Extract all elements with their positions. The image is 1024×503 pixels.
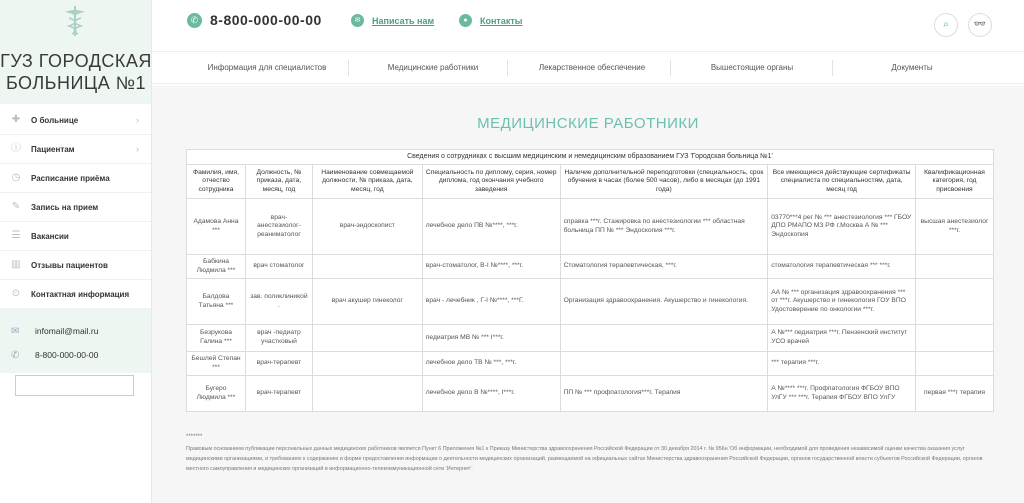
sidebar-search-input[interactable] <box>15 375 134 396</box>
table-cell: лечебное дело ТВ № ***, ***г. <box>422 352 560 376</box>
table-cell: врач-терапевт <box>245 376 312 412</box>
legal-footnote <box>186 432 998 474</box>
table-row <box>187 255 994 279</box>
table-cell: зав. поликлиникой . <box>245 279 312 325</box>
table-cell <box>560 325 768 352</box>
header <box>152 0 1024 44</box>
search-button[interactable] <box>934 13 958 37</box>
brand-title-line1: ГУЗ ГОРОДСКАЯ <box>0 51 152 71</box>
tab-documents[interactable]: Документы <box>891 63 933 72</box>
location-icon: ⊙ <box>11 288 21 299</box>
sidebar-item-schedule[interactable] <box>0 164 151 193</box>
sidebar-item-label: Запись на прием <box>31 202 99 212</box>
sidebar-phone: 8-800-000-00-00 <box>35 350 99 360</box>
table-cell: Адамова Анна *** <box>187 199 246 255</box>
chevron-right-icon: › <box>136 115 139 125</box>
table-cell <box>915 352 993 376</box>
sidebar-item-label: Пациентам <box>31 144 75 154</box>
table-cell <box>915 255 993 279</box>
sidebar-email-row[interactable] <box>0 319 151 343</box>
nav-divider <box>507 60 508 76</box>
book-icon: ▥ <box>11 259 21 270</box>
sidebar-item-label: Расписание приёма <box>31 173 110 183</box>
tab-authorities[interactable]: Вышестоящие органы <box>710 63 794 72</box>
table-cell <box>915 279 993 325</box>
sidebar-item-appointment[interactable] <box>0 193 151 222</box>
table-cell: А №**** ***г. Профпатология ФГБОУ ВПО УлГУ *** ***г. Терапия ФГБОУ ВПО УлГУ <box>768 376 916 412</box>
table-cell: лечебное дело ПВ №****, ***г. <box>422 199 560 255</box>
sidebar-item-label: Контактная информация <box>31 289 130 299</box>
table-cell: Безрукова Галина *** <box>187 325 246 352</box>
sidebar-item-contact-info[interactable] <box>0 280 151 309</box>
sidebar-item-reviews[interactable] <box>0 251 151 280</box>
list-icon: ☰ <box>11 230 21 241</box>
sidebar-email: infomail@mail.ru <box>35 326 99 336</box>
column-header: Наличие дополнительной переподготовки (специальность, срок обучения в часах (более 500 часов), либо в месяцах (до 1991 года) <box>560 165 768 199</box>
column-header: Квалификационная категория, год присвоения <box>915 165 993 199</box>
page-title: МЕДИЦИНСКИЕ РАБОТНИКИ <box>477 115 699 132</box>
brand-title-line2: БОЛЬНИЦА №1 <box>5 73 147 93</box>
table-cell: Стоматология терапевтическая, ***г. <box>560 255 768 279</box>
column-header: Фамилия, имя, отчество сотрудника <box>187 165 246 199</box>
plus-icon: ✚ <box>11 114 21 125</box>
sidebar <box>0 0 152 503</box>
footnote-text: Правовым основанием публикации персональных данных медицинских работников является Пункт 6 Приложения №1 к Приказу Министерства здравоохранения Российской Федерации от 30 декабря 2014 г. № 956н 'Об информации, необходимой для проведения независимой оценки качества оказания услуг медицинскими организациями, и требованиях к содержанию и форме предоставления информации о деятельности медицинских организаций, размещаемой на официальных сайтах Министерства здравоохранения Российской Федерации, органов государственной власти субъектов Российской Федерации, органов местного самоуправления и медицинских организаций в информационно-телекоммуникационной сети 'Интернет'. <box>186 446 983 472</box>
table-cell: *** терапия ***г. <box>768 352 916 376</box>
table-cell <box>312 376 422 412</box>
table-cell: Бешлей Степан *** <box>187 352 246 376</box>
table-cell: ПП № *** профпатология***г. Терапия <box>560 376 768 412</box>
brand-block <box>0 0 151 104</box>
sidebar-item-label: О больнице <box>31 115 79 125</box>
table-cell: Бабкина Людмила *** <box>187 255 246 279</box>
table-cell <box>312 352 422 376</box>
search-icon: ⌕ <box>943 19 949 30</box>
column-header: Наименование совмещаемой должности, № приказа, дата, месяц, год <box>312 165 422 199</box>
chevron-right-icon: › <box>136 144 139 154</box>
table-cell: врач-терапевт <box>245 352 312 376</box>
location-icon: ● <box>459 14 472 27</box>
phone-icon: ✆ <box>11 349 20 361</box>
table-cell: первая ***г терапия <box>915 376 993 412</box>
table-cell: врач-анестезиолог-реаниматолог <box>245 199 312 255</box>
header-phone-number: 8-800-000-00-00 <box>210 12 322 28</box>
mail-icon: ✉ <box>351 14 364 27</box>
clock-icon: ◷ <box>11 172 21 183</box>
brand-title[interactable] <box>0 50 152 94</box>
nav-divider <box>670 60 671 76</box>
edit-icon: ✎ <box>11 201 21 212</box>
table-cell: врач акушер гинеколог <box>312 279 422 325</box>
column-header: Все имеющиеся действующие сертификаты специалиста по специальностям, дата, месяц год <box>768 165 916 199</box>
column-header: Специальность по диплому, серия, номер диплома, год окончания учебного заведения <box>422 165 560 199</box>
table-caption: Сведения о сотрудниках с высшим медицинским и немедицинским образованием ГУЗ 'Городская больница №1' <box>187 150 994 165</box>
table-cell <box>560 352 768 376</box>
info-icon: ⓘ <box>11 143 21 154</box>
accessibility-button[interactable] <box>968 13 992 37</box>
table-row <box>187 325 994 352</box>
main-content <box>152 86 1024 503</box>
tab-specialists[interactable]: Информация для специалистов <box>207 63 327 72</box>
contacts-label: Контакты <box>480 15 523 26</box>
table-cell: врач-эндоскопист <box>312 199 422 255</box>
nav-divider <box>348 60 349 76</box>
write-us-link[interactable] <box>351 14 434 27</box>
table-cell: стоматология терапевтическая *** ***г. <box>768 255 916 279</box>
table-cell: лечебное дело В №****, I***г. <box>422 376 560 412</box>
table-cell: врач - лечебник , Г-I №****, ***Г. <box>422 279 560 325</box>
mail-icon: ✉ <box>11 325 20 337</box>
glasses-icon: 👓 <box>973 19 987 30</box>
sidebar-contacts <box>0 309 151 373</box>
write-us-label: Написать нам <box>372 15 435 26</box>
staff-table <box>186 149 994 412</box>
table-cell: Организация здравоохранения. Акушерство и гинекология. <box>560 279 768 325</box>
top-nav <box>152 51 1024 84</box>
table-cell: АА № *** организация здравоохранения *** от ***г. Акушерство и гинекология ГОУ ВПО Удостоверение по онкологии ***г. <box>768 279 916 325</box>
tab-medical-staff[interactable]: Медицинские работники <box>387 63 479 72</box>
table-row <box>187 352 994 376</box>
column-header: Должность, № приказа, дата, месяц, год <box>245 165 312 199</box>
phone-icon: ✆ <box>187 13 202 28</box>
table-cell: А №*** педиатрия ***г. Пензенский институт УСО врачей <box>768 325 916 352</box>
table-cell <box>915 325 993 352</box>
table-cell: Бугеро Людмила *** <box>187 376 246 412</box>
header-phone[interactable] <box>187 12 322 28</box>
tab-drugs[interactable]: Лекарственное обеспечение <box>538 63 646 72</box>
sidebar-menu <box>0 106 151 309</box>
sidebar-item-vacancies[interactable] <box>0 222 151 251</box>
footnote-stars: ******* <box>186 434 203 440</box>
table-cell <box>312 255 422 279</box>
table-cell: 03770***4 рег № *** анестезиология *** ГБОУ ДПО РМАПО МЗ РФ г.Москва А № *** Эндоскопия <box>768 199 916 255</box>
nav-divider <box>832 60 833 76</box>
table-cell: педиатрия МВ № *** I***г. <box>422 325 560 352</box>
table-cell: Балдова Татьяна *** <box>187 279 246 325</box>
sidebar-item-label: Вакансии <box>31 231 69 241</box>
table-cell <box>312 325 422 352</box>
table-header-row <box>187 165 994 199</box>
table-cell: высшая анестезиолог ***г. <box>915 199 993 255</box>
caduceus-logo-icon[interactable] <box>60 4 90 38</box>
sidebar-item-patients[interactable] <box>0 135 151 164</box>
contacts-link[interactable] <box>459 14 522 27</box>
table-row <box>187 376 994 412</box>
table-cell: врач -педиатр участковый <box>245 325 312 352</box>
table-cell: справка ***г. Стажировка по анестезиологии *** областная больница ПП № *** Эндоскопия ***г. <box>560 199 768 255</box>
table-cell: врач стоматолог <box>245 255 312 279</box>
sidebar-phone-row[interactable] <box>0 343 151 367</box>
table-cell: врач-стоматолог, В-I №****, ***г. <box>422 255 560 279</box>
sidebar-item-label: Отзывы пациентов <box>31 260 108 270</box>
table-row <box>187 199 994 255</box>
table-row <box>187 279 994 325</box>
sidebar-item-about[interactable] <box>0 106 151 135</box>
